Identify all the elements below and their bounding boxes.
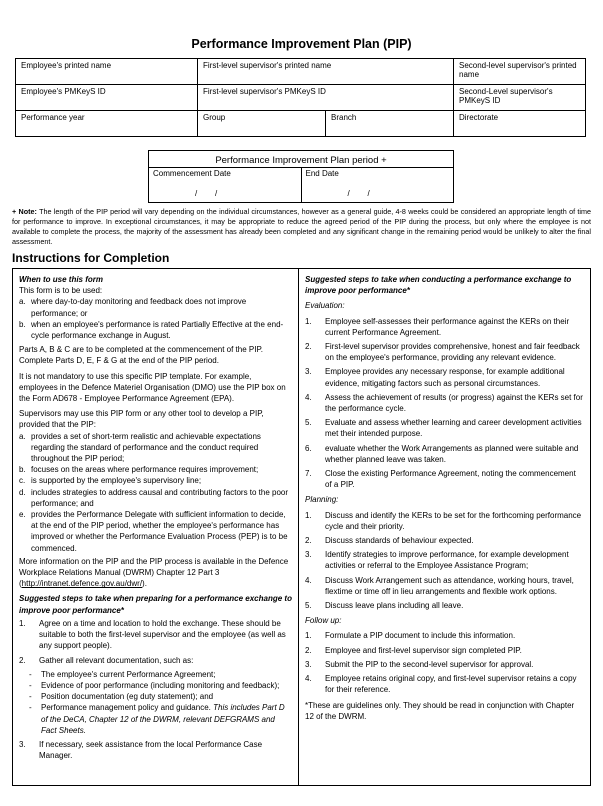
list-item <box>19 475 292 486</box>
list-item-text: Employee self-assesses their performance against the KERs on their current Performance Agreement. <box>325 316 570 337</box>
list-item-text: Submit the PIP to the second-level supervisor for approval. <box>325 659 534 669</box>
more-info-prefix: More information on the PIP and the PIP process is available in the Defence Workplace Relations Manual (DWRM) Chapter 12 Part 3 ( <box>19 556 289 589</box>
preparing-step-3 <box>19 739 292 761</box>
list-item <box>305 443 584 465</box>
list-item <box>305 549 584 571</box>
pip-requirements-list <box>19 431 292 554</box>
list-item <box>305 673 584 695</box>
branch-field[interactable] <box>326 111 454 137</box>
list-marker: 1. <box>305 631 312 641</box>
group-label: Group <box>203 113 226 122</box>
commencement-date-label: Commencement Date <box>153 169 231 178</box>
list-item <box>19 464 292 475</box>
list-marker: 1. <box>19 618 26 628</box>
list-marker: 7. <box>305 469 312 479</box>
follow-up-label: Follow up: <box>305 616 342 626</box>
list-item <box>305 468 584 490</box>
preparing-steps-list <box>19 618 292 666</box>
list-item <box>19 655 292 666</box>
list-marker: - <box>29 692 32 702</box>
list-marker: 3. <box>305 367 312 377</box>
first-supervisor-name-field[interactable] <box>198 59 454 85</box>
list-marker: 4. <box>305 674 312 684</box>
directorate-label: Directorate <box>459 113 499 122</box>
list-item <box>305 392 584 414</box>
more-info-suffix: ). <box>142 579 147 589</box>
list-marker: d. <box>19 487 26 497</box>
list-item-text: Assess the achievement of results (or progress) against the KERs set for the performance cycle. <box>325 392 583 414</box>
list-item <box>19 680 292 691</box>
list-marker: 5. <box>305 418 312 428</box>
second-supervisor-pmkeys-field[interactable] <box>454 85 586 111</box>
when-to-use-list <box>19 296 292 341</box>
list-marker: - <box>29 669 32 679</box>
when-to-use-heading: When to use this form <box>19 275 103 284</box>
list-marker: 5. <box>305 601 312 611</box>
second-supervisor-pmkeys-label: Second-Level supervisor's PMKeyS ID <box>459 87 553 105</box>
list-item <box>305 510 584 532</box>
list-item <box>19 487 292 509</box>
list-marker: 1. <box>305 316 312 326</box>
list-item-text: Identify strategies to improve performance, for example development activities or referral to the Employee Assistance Program; <box>325 550 569 571</box>
first-supervisor-pmkeys-label: First-level supervisor's PMKeyS ID <box>203 87 326 96</box>
instructions-left-column <box>13 269 299 785</box>
list-item-text: Discuss leave plans including all leave. <box>325 601 464 611</box>
list-item-text: Evidence of poor performance (including monitoring and feedback); <box>41 680 280 690</box>
instructions-heading: Instructions for Completion <box>12 251 170 265</box>
dwrm-link[interactable]: http://intranet.defence.gov.au/dwr/ <box>21 579 143 589</box>
list-marker: 2. <box>305 342 312 352</box>
preparing-steps-heading: Suggested steps to take when preparing for a performance exchange to improve poor performance* <box>19 594 292 615</box>
list-item <box>19 739 292 761</box>
list-item <box>305 366 584 388</box>
step-marker: 3. <box>19 739 26 749</box>
end-date-value: / / <box>347 189 370 198</box>
instructions-box <box>12 268 591 786</box>
guidelines-text: *These are guidelines only. They should be read in conjunction with Chapter 12 of the DWRM. <box>305 700 575 721</box>
list-item-text: provides the Performance Delegate with sufficient information to decide, at the end of the PIP period, whether the employee's performance has improved or whether the Performance Evaluation Process (PEP) is to be commenced. <box>31 510 288 553</box>
list-item-text: provides a set of short-term realistic and achievable expectations regarding the standard of performance and the conduct required throughout the PIP period; <box>31 431 261 464</box>
performance-year-field[interactable] <box>16 111 198 137</box>
list-item-text: focuses on the areas where performance requires improvement; <box>31 465 259 475</box>
list-marker: 4. <box>305 392 312 402</box>
list-marker: 3. <box>305 659 312 669</box>
follow-up-steps-list <box>305 630 584 695</box>
employee-pmkeys-label: Employee's PMKeyS ID <box>21 87 106 96</box>
first-supervisor-name-label: First-level supervisor's printed name <box>203 61 332 70</box>
group-field[interactable] <box>198 111 326 137</box>
first-supervisor-pmkeys-field[interactable] <box>198 85 454 111</box>
list-marker: 2. <box>305 645 312 655</box>
list-item <box>305 316 584 338</box>
end-date-field[interactable] <box>302 168 454 202</box>
list-item <box>19 431 292 465</box>
page-title: Performance Improvement Plan (PIP) <box>191 37 412 51</box>
list-item <box>19 319 292 341</box>
second-supervisor-name-label: Second-level supervisor's printed name <box>459 61 577 79</box>
employee-name-field[interactable] <box>16 59 198 85</box>
list-item-text: Evaluate and assess whether learning and career development activities met their intended purpose. <box>325 418 582 439</box>
pip-period-box <box>148 150 454 203</box>
list-item <box>305 417 584 439</box>
list-item <box>305 600 584 611</box>
more-info-text <box>19 556 292 590</box>
list-item-text: First-level supervisor provides comprehensive, honest and fair feedback on the employee's performance, providing any relevant evidence. <box>325 342 580 363</box>
list-marker: 6. <box>305 443 312 453</box>
list-marker: a. <box>19 431 26 441</box>
step-text: If necessary, seek assistance from the local Performance Case Manager. <box>39 739 263 761</box>
supervisors-text: Supervisors may use this PIP form or any other tool to develop a PIP, provided that the PIP: <box>19 409 264 430</box>
list-marker: 2. <box>19 655 26 665</box>
parts-text: Parts A, B & C are to be completed at the commencement of the PIP. Complete Parts D, E, F & G at the end of the PIP period. <box>19 345 263 366</box>
list-marker: 2. <box>305 536 312 546</box>
list-item-text: Position documentation (eg duty statement); and <box>41 692 214 702</box>
list-item <box>19 618 292 652</box>
list-item <box>305 341 584 363</box>
end-date-label: End Date <box>305 169 339 178</box>
note-label: + Note: <box>12 207 37 216</box>
list-item-text: Formulate a PIP document to include this information. <box>325 631 516 641</box>
list-marker: e. <box>19 510 26 520</box>
list-item-text: Discuss and identify the KERs to be set for the forthcoming performance cycle and their priority. <box>325 510 582 531</box>
documentation-list <box>19 669 292 736</box>
list-item <box>19 691 292 702</box>
list-item <box>19 509 292 554</box>
list-item-text: when an employee's performance is rated Partially Effective at the end-cycle performance exchange in August. <box>31 319 284 341</box>
second-supervisor-name-field[interactable] <box>454 59 586 85</box>
list-item-text: where day-to-day monitoring and feedback does not improve performance; or <box>31 297 247 318</box>
commencement-date-value: / / <box>195 189 218 198</box>
list-item-text: Performance management policy and guidance. <box>41 703 211 713</box>
list-item-text: Employee provides any necessary response, for example additional evidence, mitigating factors such as personal circumstances. <box>325 367 565 388</box>
list-item-text: Discuss standards of behaviour expected. <box>325 536 474 546</box>
evaluation-label: Evaluation: <box>305 301 345 311</box>
list-item-text: Close the existing Performance Agreement, noting the commencement of a PIP. <box>325 469 576 490</box>
list-marker: b. <box>19 465 26 475</box>
list-marker: a. <box>19 297 26 307</box>
list-item <box>305 659 584 670</box>
list-item-extra: This includes Part D of the DeCA, Chapter 12 of the DWRM, relevant DEFGRAMS and Fact Sheets. <box>41 703 285 735</box>
planning-label: Planning: <box>305 495 339 505</box>
conducting-steps-heading: Suggested steps to take when conducting a performance exchange to improve poor performance* <box>305 275 572 296</box>
list-item-text: is supported by the employee's supervisory line; <box>31 476 202 486</box>
period-note <box>12 207 591 247</box>
planning-steps-list <box>305 510 584 612</box>
instructions-right-column <box>299 269 590 785</box>
list-marker: 3. <box>305 550 312 560</box>
list-item <box>19 296 292 318</box>
list-item <box>19 702 292 736</box>
list-item-text: includes strategies to address causal and contributing factors to the poor performance; and <box>31 487 289 508</box>
list-item <box>19 669 292 680</box>
employee-details-table <box>15 58 586 137</box>
list-item <box>305 645 584 656</box>
employee-pmkeys-field[interactable] <box>16 85 198 111</box>
list-marker: - <box>29 680 32 690</box>
performance-year-label: Performance year <box>21 113 85 122</box>
directorate-field[interactable] <box>454 111 586 137</box>
when-to-use-intro: This form is to be used: <box>19 286 103 296</box>
employee-name-label: Employee's printed name <box>21 61 112 70</box>
list-marker: b. <box>19 319 26 329</box>
mandatory-text: It is not mandatory to use this specific PIP template. For example, employees in the Defence Materiel Organisation (DMO) use the PIP box on the Form AD678 - Employee Performance Agreement (EPA). <box>19 371 286 404</box>
note-text: The length of the PIP period will vary depending on the individual circumstances, however as a general guide, 4-8 weeks could be considered an appropriate length of time for performance to improve. In exceptional circumstances, it may be appropriate to reduce the agreed period of the PIP during the process, but only where the employee is not available to complete the process, the majority of the assessment has already been completed and any significant change in the remaining period would be unlikely to alter the final assessment. <box>12 207 591 246</box>
list-item-text: evaluate whether the Work Arrangements as planned were suitable and whether planned leave was taken. <box>325 443 579 464</box>
evaluation-steps-list <box>305 316 584 491</box>
list-item-text: Gather all relevant documentation, such as: <box>39 655 194 665</box>
list-marker: 1. <box>305 510 312 520</box>
list-item-text: Discuss Work Arrangement such as attendance, working hours, travel, flextime or time off in lieu arrangements and flexible work options. <box>325 575 574 596</box>
list-item-text: The employee's current Performance Agreement; <box>41 669 216 679</box>
list-item <box>305 535 584 546</box>
list-item-text: Employee retains original copy, and first-level supervisor retains a copy for their reference. <box>325 674 577 695</box>
list-item-text: Employee and first-level supervisor sign completed PIP. <box>325 645 522 655</box>
pip-period-title: Performance Improvement Plan period + <box>149 151 453 168</box>
list-item <box>305 630 584 641</box>
list-item <box>305 575 584 597</box>
commencement-date-field[interactable] <box>149 168 302 202</box>
branch-label: Branch <box>331 113 357 122</box>
list-item-text: Agree on a time and location to hold the exchange. These should be suitable to both the first-level supervisor and the employee (as well as any support people). <box>39 618 286 651</box>
list-marker: c. <box>19 476 26 486</box>
list-marker: 4. <box>305 575 312 585</box>
list-marker: - <box>29 703 32 713</box>
